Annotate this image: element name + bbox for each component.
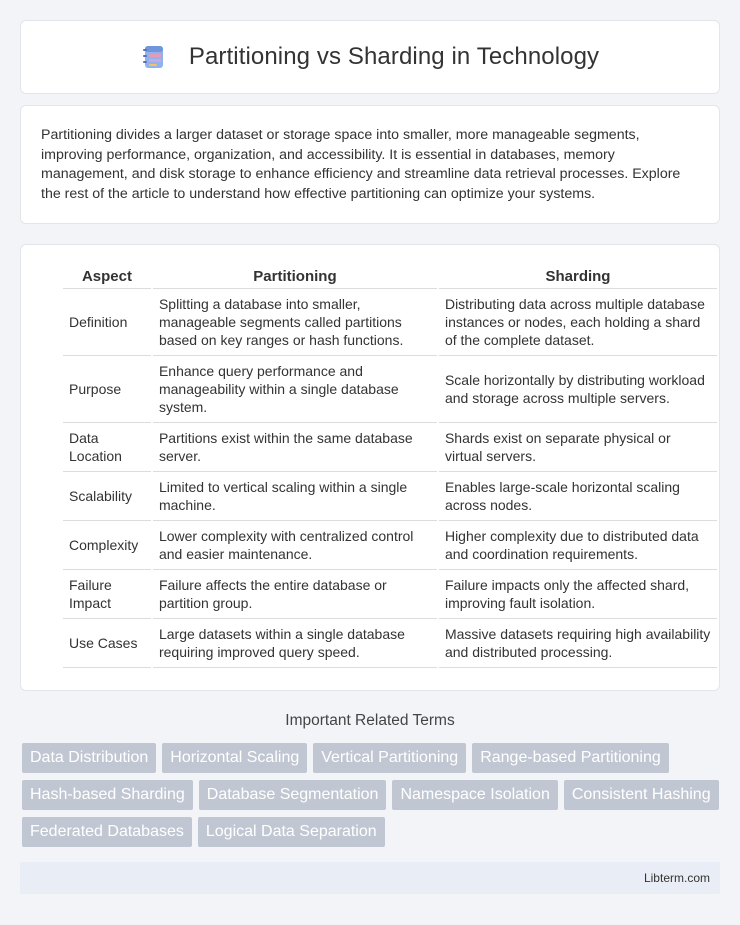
cell-partitioning: Enhance query performance and manageability within a single database system. — [153, 356, 437, 423]
tag-federated-databases[interactable]: Federated Databases — [22, 817, 192, 847]
table-row — [63, 423, 717, 472]
intro-paragraph: Partitioning divides a larger dataset or storage space into smaller, more manageable segments, improving performance, organization, and accessibility. It is essential in databases, memory management, and disk storage to enhance efficiency and streamline data retrieval processes. Explore the rest of the article to understand how effective partitioning can optimize your systems. — [41, 127, 681, 202]
cell-sharding: Scale horizontally by distributing workload and storage across multiple servers. — [439, 356, 717, 423]
page-title: Partitioning vs Sharding in Technology — [188, 43, 600, 70]
header-partitioning: Partitioning — [153, 265, 437, 289]
table-row — [63, 570, 717, 619]
cell-sharding: Distributing data across multiple database instances or nodes, each holding a shard of the complete dataset. — [439, 289, 717, 356]
cell-sharding: Massive datasets requiring high availability and distributed processing. — [439, 619, 717, 668]
cell-sharding: Enables large-scale horizontal scaling across nodes. — [439, 472, 717, 521]
cell-aspect: Scalability — [63, 472, 151, 521]
tag-database-segmentation[interactable]: Database Segmentation — [199, 780, 387, 810]
cell-aspect: Data Location — [63, 423, 151, 472]
table-row — [63, 619, 717, 668]
tag-consistent-hashing[interactable]: Consistent Hashing — [564, 780, 719, 810]
table-header-row — [63, 265, 717, 289]
tag-namespace-isolation[interactable]: Namespace Isolation — [392, 780, 557, 810]
cell-partitioning: Limited to vertical scaling within a single machine. — [153, 472, 437, 521]
table-row — [63, 356, 717, 423]
cell-aspect: Definition — [63, 289, 151, 356]
tag-logical-data-separation[interactable]: Logical Data Separation — [198, 817, 385, 847]
header-aspect: Aspect — [63, 265, 151, 289]
intro-card — [20, 105, 720, 224]
related-terms-title: Important Related Terms — [285, 712, 455, 729]
related-terms-list — [22, 743, 722, 847]
tag-data-distribution[interactable]: Data Distribution — [22, 743, 156, 773]
footer-site-link[interactable]: Libterm.com — [643, 871, 710, 885]
cell-sharding: Higher complexity due to distributed data and coordination requirements. — [439, 521, 717, 570]
cell-aspect: Complexity — [63, 521, 151, 570]
tag-range-based-partitioning[interactable]: Range-based Partitioning — [472, 743, 669, 773]
header-card — [20, 20, 720, 94]
tag-vertical-partitioning[interactable]: Vertical Partitioning — [313, 743, 466, 773]
cell-aspect: Use Cases — [63, 619, 151, 668]
tag-hash-based-sharding[interactable]: Hash-based Sharding — [22, 780, 193, 810]
cell-sharding: Failure impacts only the affected shard, improving fault isolation. — [439, 570, 717, 619]
table-row — [63, 289, 717, 356]
comparison-card — [20, 244, 720, 691]
cell-partitioning: Partitions exist within the same database server. — [153, 423, 437, 472]
tag-horizontal-scaling[interactable]: Horizontal Scaling — [162, 743, 307, 773]
cell-aspect: Purpose — [63, 356, 151, 423]
cell-partitioning: Large datasets within a single database requiring improved query speed. — [153, 619, 437, 668]
comparison-table — [61, 265, 719, 668]
header — [141, 43, 599, 71]
header-sharding: Sharding — [439, 265, 717, 289]
table-row — [63, 472, 717, 521]
footer — [20, 862, 720, 894]
cell-partitioning: Failure affects the entire database or partition group. — [153, 570, 437, 619]
cell-sharding: Shards exist on separate physical or virtual servers. — [439, 423, 717, 472]
cell-aspect: Failure Impact — [63, 570, 151, 619]
table-row — [63, 521, 717, 570]
cell-partitioning: Lower complexity with centralized control and easier maintenance. — [153, 521, 437, 570]
notebook-icon — [141, 44, 167, 70]
cell-partitioning: Splitting a database into smaller, manageable segments called partitions based on key ranges or hash functions. — [153, 289, 437, 356]
